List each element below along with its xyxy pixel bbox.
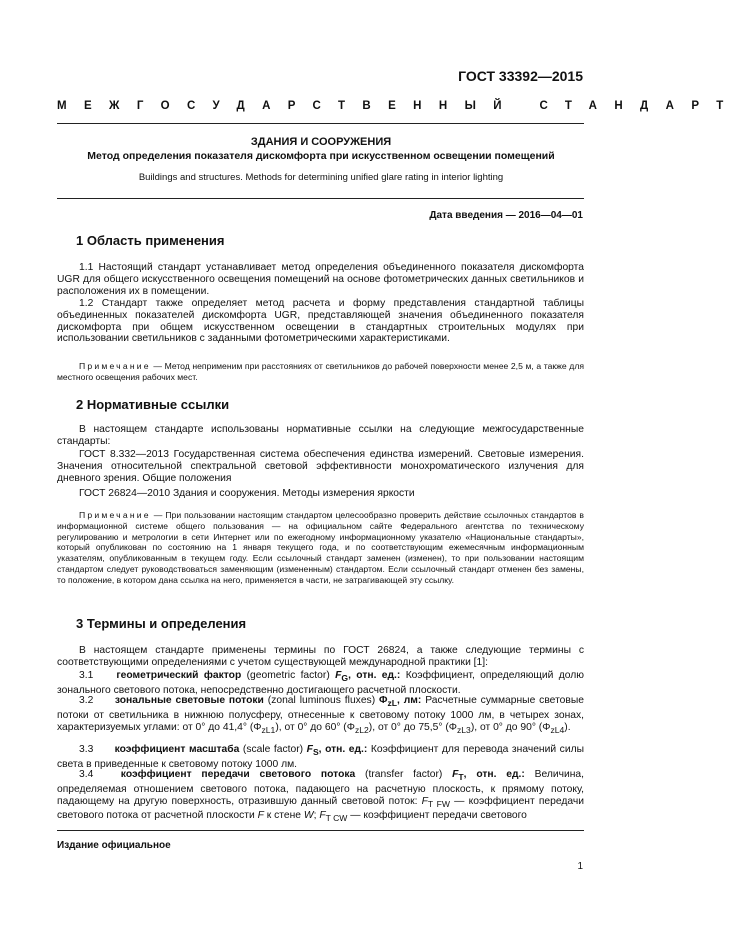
paragraph-1-1: 1.1 Настоящий стандарт устанавливает метод определения объединенного показателя дискомфорта UGR для общего искусственного освещения помещений на основе фотометрических данных светильников и расположения их в помещении. xyxy=(57,262,584,297)
term-name: коэффициент масштаба xyxy=(114,744,240,755)
term-english: (transfer factor) xyxy=(355,769,453,780)
section-1-heading: 1 Область применения xyxy=(76,233,225,248)
document-subtitle: Метод определения показателя дискомфорта при искусственном освещении помещений xyxy=(87,150,555,162)
edition-label: Издание официальное xyxy=(57,840,171,851)
section-2-note xyxy=(57,510,584,586)
section-1-note xyxy=(57,361,584,383)
standard-number: ГОСТ 33392—2015 xyxy=(458,68,583,84)
note-text: — При пользовании настоящим стандартом целесообразно проверить действие ссылочных стандартов в информационной системе общего пользования — на официальном сайте Федерального агентства по техническому регулированию и метрологии в сети Интернет или по ежегодному информационному указателю «Национальные стандарты», который опубликован по состоянию на 1 января текущего года, и по соответствующим ежемесячным информационным указателям, опубликованным в текущем году. Если ссылочный стандарт заменен (изменен), то при пользовании настоящим стандартом следует руководствоваться заменяющим (измененным) стандартом. Если ссылочный стандарт отменен без замены, то положение, в котором дана ссылка на него, применяется в части, не затрагивающей эту ссылку. xyxy=(57,510,584,585)
title-divider xyxy=(57,198,584,199)
term-number: 3.2 xyxy=(79,695,94,706)
term-number: 3.3 xyxy=(79,744,94,755)
section-3-intro: В настоящем стандарте применены термины по ГОСТ 26824, а также следующие термины с соответствующими определениями с учетом существующей международной практики [1]: xyxy=(57,645,584,668)
note-label: Примечание xyxy=(79,510,151,520)
term-english: (scale factor) xyxy=(239,744,307,755)
term-symbol: Φ xyxy=(379,695,388,706)
section-3-heading: 3 Термины и определения xyxy=(76,616,247,631)
note-text: — Метод неприменим при расстояниях от светильников до рабочей поверхности менее 2,5 м, а также для местного освещения рабочих мест. xyxy=(57,361,584,382)
term-number: 3.1 xyxy=(79,670,94,681)
normative-reference-2: ГОСТ 26824—2010 Здания и сооружения. Методы измерения яркости xyxy=(79,488,415,499)
term-3-2: 3.2 зональные световые потоки (zonal luminous fluxes) $\Phi_{zL}$, лм: Расчетные суммарные световые потоки от светильника в нижнюю полусферу, отнесенные к световому потоку 1000 лм, в четырех зонах, характеризуемых углами: от 0° до 41,4° $(\Phi_{zL1})$, от 0° до 60° $(\Phi_{zL2})$, от 0° до 75,5° $(\Phi_{zL3})$, от 0° до 90° $(\Phi_{zL4})$. xyxy=(57,695,584,735)
term-definition: Коэффициент, определяющий долю зонального светового потока, непосредственно достигающего расчетной плоскости. xyxy=(57,670,584,696)
header-divider xyxy=(57,123,584,124)
interstate-standard-label: МЕЖГОСУДАРСТВЕННЫЙ СТАНДАРТ xyxy=(57,100,741,112)
term-name: геометрический фактор xyxy=(116,670,242,681)
document-title-english: Buildings and structures. Methods for determining unified glare rating in interior lighting xyxy=(138,172,504,183)
section-2-heading: 2 Нормативные ссылки xyxy=(76,397,230,412)
term-name: зональные световые потоки xyxy=(114,695,264,706)
term-3-4: 3.4 коэффициент передачи светового потока (transfer factor) $F_T$, отн. ед.: Величина, определяемая отношением светового потока, падающего на расчетную плоскость, к прямому потоку, падающему на другую поверхность, отразившую данный световой поток: $F_{T FW}$ — коэффициент передачи светового потока от расчетной плоскости F к стене W; $F_{T CW}$ — коэффициент передачи светового xyxy=(57,769,585,824)
term-3-3: 3.3 коэффициент масштаба (scale factor) $F_S$, отн. ед.: Коэффициент для перевода значений силы света в приведенные к световому потоку 1000 лм. xyxy=(57,744,584,770)
note-label: Примечание xyxy=(79,361,151,371)
term-number: 3.4 xyxy=(79,769,94,780)
term-symbol: F xyxy=(306,744,313,755)
term-name: коэффициент передачи светового потока xyxy=(120,769,356,780)
footer-divider xyxy=(57,830,584,831)
page-number: 1 xyxy=(577,861,583,872)
term-symbol: F xyxy=(452,769,459,780)
term-english: (geometric factor) xyxy=(241,670,336,681)
term-definition: Коэффициент для перевода значений силы света в приведенные к световому потоку 1000 лм. xyxy=(57,744,584,770)
term-english: (zonal luminous fluxes) xyxy=(263,695,380,706)
paragraph-1-2: 1.2 Стандарт также определяет метод расчета и форму представления стандартной таблицы объединенных показателей дискомфорта UGR, представляющей значения объединенного показателя дискомфорта при общем искусственном освещении в стандартных строительных модулях при использовании светильников с заданными фотометрическими характеристиками. xyxy=(57,298,584,345)
term-symbol: F xyxy=(335,670,342,681)
introduction-date: Дата введения — 2016—04—01 xyxy=(429,210,583,221)
section-2-intro: В настоящем стандарте использованы нормативные ссылки на следующие межгосударственные стандарты: xyxy=(57,424,584,447)
document-title: ЗДАНИЯ И СООРУЖЕНИЯ xyxy=(250,136,392,148)
normative-reference-1: ГОСТ 8.332—2013 Государственная система обеспечения единства измерений. Световые измерения. Значения относительной спектральной световой эффективности монохроматического излучения для дневного зрения. Общие положения xyxy=(57,449,584,484)
term-3-1: 3.1 геометрический фактор (geometric factor) $F_G$, отн. ед.: Коэффициент, определяющий долю зонального светового потока, непосредственно достигающего расчетной плоскости. xyxy=(57,670,584,696)
